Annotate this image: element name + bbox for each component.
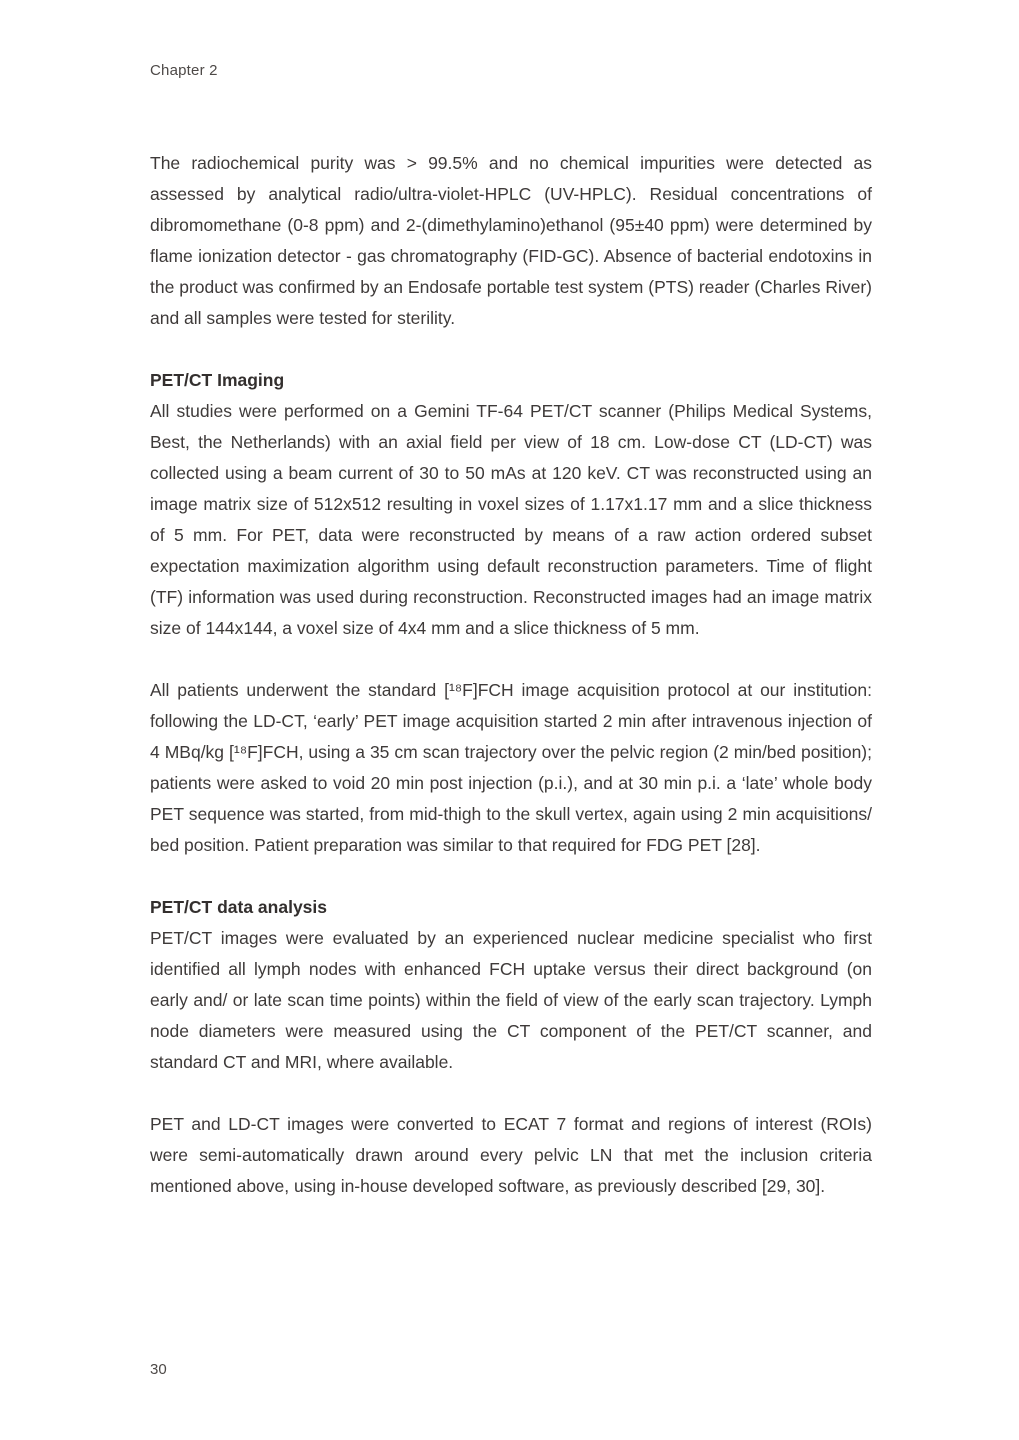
paragraph-roi-conversion: PET and LD-CT images were converted to ECAT 7 format and regions of interest (ROIs) were semi-automatically drawn around every pelvic LN that met the inclusion criteria mentioned above, using in-house developed software, as previously described [29, 30]. <box>150 1114 872 1196</box>
paragraph-radiochemical-purity: The radiochemical purity was > 99.5% and no chemical impurities were detected as assessed by analytical radio/ultra-violet-HPLC (UV-HPLC). Residual concentrations of dibromomethane (0-8 ppm) and 2-(dimethylamino)ethanol (95±40 ppm) were determined by flame ionization detector - gas chromatography (FID-GC). Absence of bacterial endotoxins in the product was confirmed by an Endosafe portable test system (PTS) reader (Charles River) and all samples were tested for sterility. <box>150 153 872 328</box>
paragraph-acquisition-protocol: All patients underwent the standard [¹⁸F]FCH image acquisition protocol at our institution: following the LD-CT, ‘early’ PET image acquisition started 2 min after intravenous injection of 4 MBq/kg [¹⁸F]FCH, using a 35 cm scan trajectory over the pelvic region (2 min/bed position); patients were asked to void 20 min post injection (p.i.), and at 30 min p.i. a ‘late’ whole body PET sequence was started, from mid-thigh to the skull vertex, again using 2 min acquisitions/ bed position. Patient preparation was similar to that required for FDG PET [28]. <box>150 680 872 855</box>
section-heading-data-analysis: PET/CT data analysis <box>150 897 328 917</box>
section-heading-petct-imaging: PET/CT Imaging <box>150 370 285 390</box>
paragraph-image-evaluation: PET/CT images were evaluated by an experienced nuclear medicine specialist who first identified all lymph nodes with enhanced FCH uptake versus their direct background (on early and/ or late scan time points) within the field of view of the early scan trajectory. Lymph node diameters were measured using the CT component of the PET/CT scanner, and standard CT and MRI, where available. <box>150 928 872 1072</box>
body-text <box>150 148 872 1202</box>
page-number: 30 <box>150 1361 167 1378</box>
chapter-header: Chapter 2 <box>150 62 218 79</box>
paragraph-scanner-details: All studies were performed on a Gemini TF-64 PET/CT scanner (Philips Medical Systems, Best, the Netherlands) with an axial field per view of 18 cm. Low-dose CT (LD-CT) was collected using a beam current of 30 to 50 mAs at 120 keV. CT was reconstructed using an image matrix size of 512x512 resulting in voxel sizes of 1.17x1.17 mm and a slice thickness of 5 mm. For PET, data were reconstructed by means of a raw action ordered subset expectation maximization algorithm using default reconstruction parameters. Time of flight (TF) information was used during reconstruction. Reconstructed images had an image matrix size of 144x144, a voxel size of 4x4 mm and a slice thickness of 5 mm. <box>150 401 872 638</box>
